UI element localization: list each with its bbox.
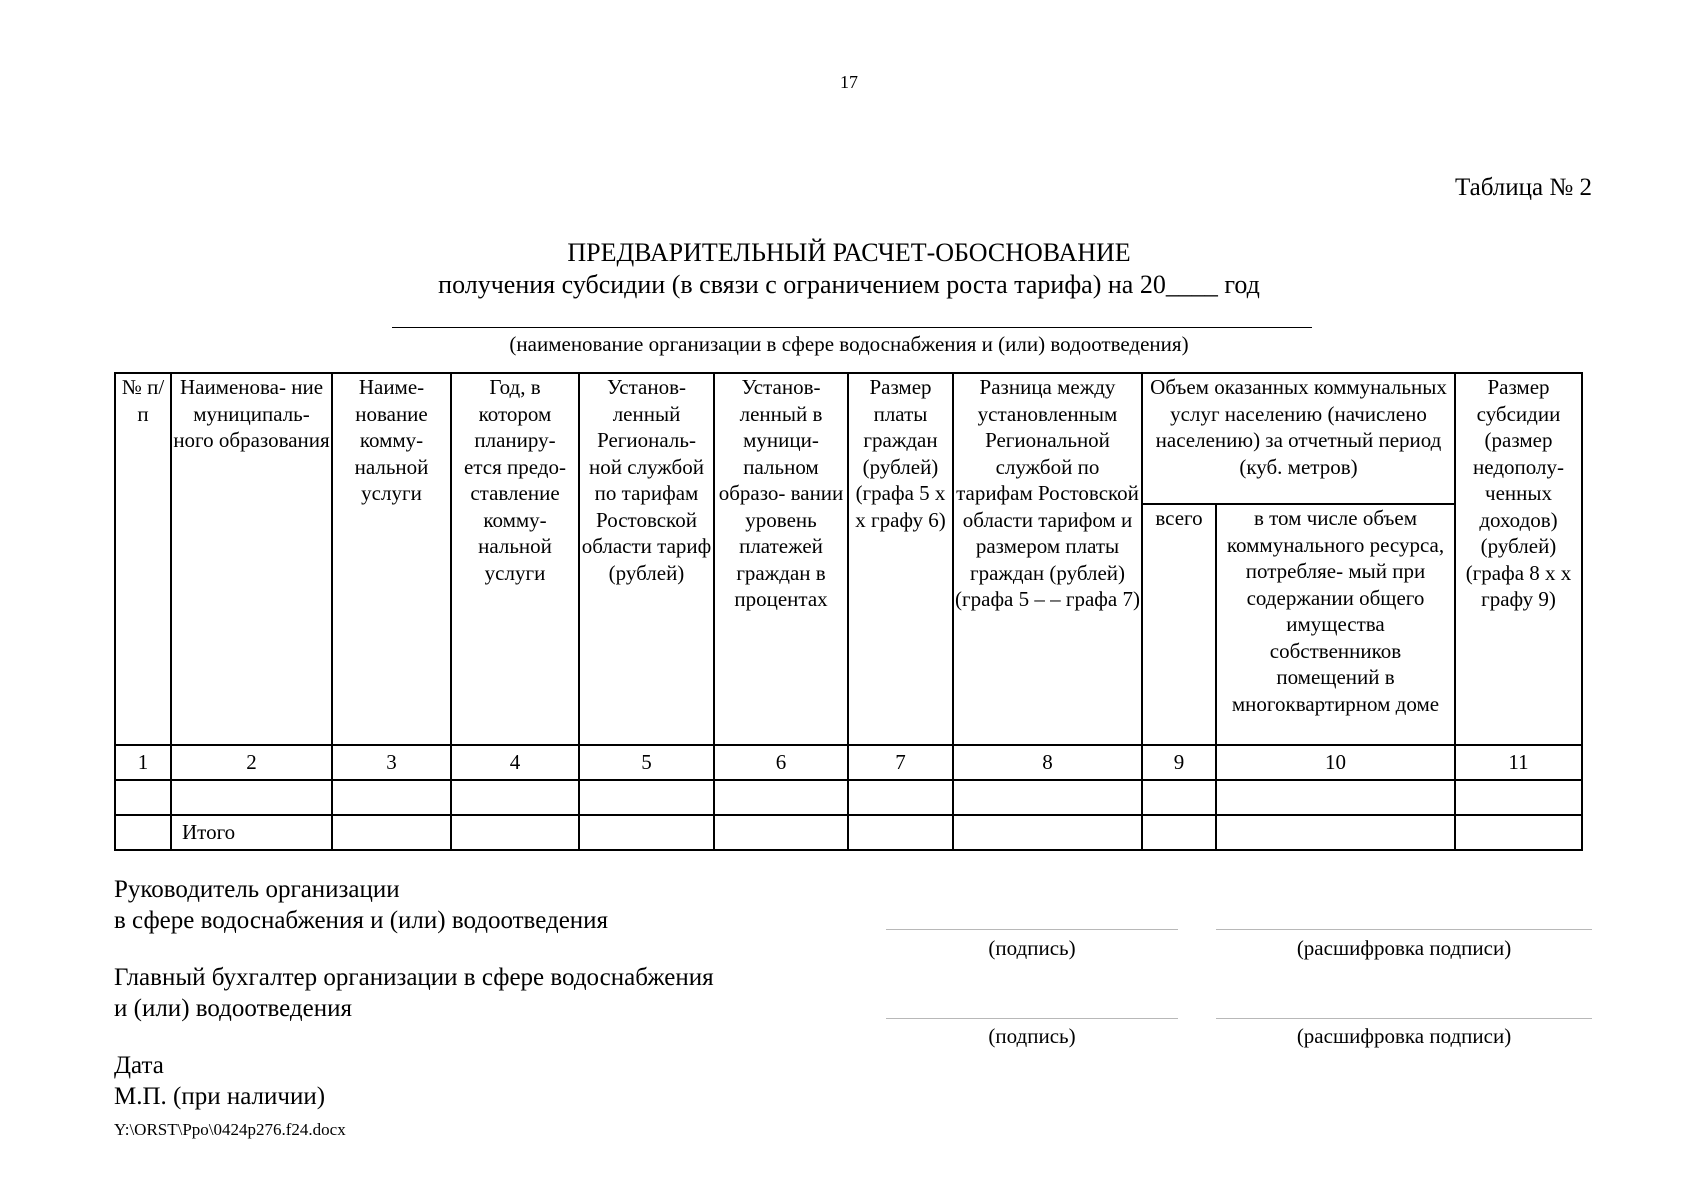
header-cell-tariff: Установ- ленный Региональ- ной службой по тарифам Ростовской области тариф (рублей) <box>579 373 714 745</box>
table-cell <box>115 780 171 815</box>
header-cell-volume-total: всего <box>1142 504 1216 745</box>
table-cell <box>332 780 451 815</box>
table-cell <box>1216 815 1455 850</box>
table-cell <box>1455 815 1582 850</box>
table-cell <box>1142 780 1216 815</box>
head-decoding-line <box>1216 929 1592 930</box>
table-cell <box>848 815 953 850</box>
column-numbers-row <box>115 745 1582 780</box>
header-cell-service: Наиме- нование комму- нальной услуги <box>332 373 451 745</box>
table-cell <box>451 815 579 850</box>
header-cell-difference: Разница между установленным Региональной службой по тарифам Ростовской области тарифом и размером платы граждан (рублей) (графа 5 – – графа 7) <box>953 373 1142 745</box>
total-label: Итого <box>171 815 332 850</box>
accountant-signature-caption: (подпись) <box>988 1024 1076 1048</box>
table-cell <box>579 815 714 850</box>
head-signature-caption: (подпись) <box>988 936 1076 960</box>
accountant-signature-line <box>886 1018 1178 1019</box>
column-number: 4 <box>451 745 579 780</box>
header-cell-subsidy: Размер субсидии (размер недополу- ченных доходов) (рублей) (графа 8 х х графу 9) <box>1455 373 1582 745</box>
table-cell <box>332 815 451 850</box>
column-number: 1 <box>115 745 171 780</box>
column-number: 5 <box>579 745 714 780</box>
table-cell <box>579 780 714 815</box>
head-signature-label-1: Руководитель организации <box>114 876 400 903</box>
page-number: 17 <box>840 72 858 92</box>
accountant-decoding-caption: (расшифровка подписи) <box>1296 1024 1512 1048</box>
header-cell-volume-group: Объем оказанных коммунальных услуг населению (начислено населению) за отчетный период (куб. метров) <box>1142 373 1455 504</box>
header-cell-citizen-payment: Размер платы граждан (рублей) (графа 5 х х графу 6) <box>848 373 953 745</box>
accountant-signature-label-1: Главный бухгалтер организации в сфере водоснабжения <box>114 964 714 991</box>
accountant-signature-label-2: и (или) водоотведения <box>114 995 352 1022</box>
organization-caption: (наименование организации в сфере водоснабжения и (или) водоотведения) <box>509 332 1189 356</box>
table-cell <box>115 815 171 850</box>
column-number: 3 <box>332 745 451 780</box>
table-cell <box>1455 780 1582 815</box>
table-cell <box>171 780 332 815</box>
table-row-total <box>115 815 1582 850</box>
table-cell <box>451 780 579 815</box>
table-cell <box>1142 815 1216 850</box>
head-signature-line <box>886 929 1178 930</box>
column-number: 10 <box>1216 745 1455 780</box>
header-cell-volume-common-property: в том числе объем коммунального ресурса, потребляе- мый при содержании общего имущества собственников помещений в многоквартирном доме <box>1216 504 1455 745</box>
header-cell-year: Год, в котором планиру- ется предо- ставление комму- нальной услуги <box>451 373 579 745</box>
table-cell <box>714 815 848 850</box>
subsidy-calculation-table <box>114 372 1583 851</box>
table-cell <box>1216 780 1455 815</box>
header-cell-payment-level: Установ- ленный в муници- пальном образо- вании уровень платежей граждан в процентах <box>714 373 848 745</box>
table-cell <box>953 815 1142 850</box>
table-cell <box>953 780 1142 815</box>
column-number: 9 <box>1142 745 1216 780</box>
column-number: 11 <box>1455 745 1582 780</box>
column-number: 2 <box>171 745 332 780</box>
file-path: Y:\ORST\Ppo\0424p276.f24.docx <box>114 1120 346 1139</box>
date-label: Дата <box>114 1052 164 1079</box>
header-cell-number: № п/п <box>115 373 171 745</box>
head-decoding-caption: (расшифровка подписи) <box>1296 936 1512 960</box>
accountant-decoding-line <box>1216 1018 1592 1019</box>
table-cell <box>848 780 953 815</box>
organization-name-line <box>392 327 1312 328</box>
column-number: 8 <box>953 745 1142 780</box>
head-signature-label-2: в сфере водоснабжения и (или) водоотведения <box>114 907 609 934</box>
header-cell-municipality: Наименова- ние муниципаль- ного образования <box>171 373 332 745</box>
stamp-label: М.П. (при наличии) <box>114 1083 326 1110</box>
column-number: 7 <box>848 745 953 780</box>
table-label: Таблица № 2 <box>1454 174 1592 201</box>
document-title: ПРЕДВАРИТЕЛЬНЫЙ РАСЧЕТ-ОБОСНОВАНИЕ <box>567 238 1131 267</box>
column-number: 6 <box>714 745 848 780</box>
table-row-empty <box>115 780 1582 815</box>
document-subtitle: получения субсидии (в связи с ограничением роста тарифа) на 20____ год <box>438 270 1260 299</box>
table-cell <box>714 780 848 815</box>
